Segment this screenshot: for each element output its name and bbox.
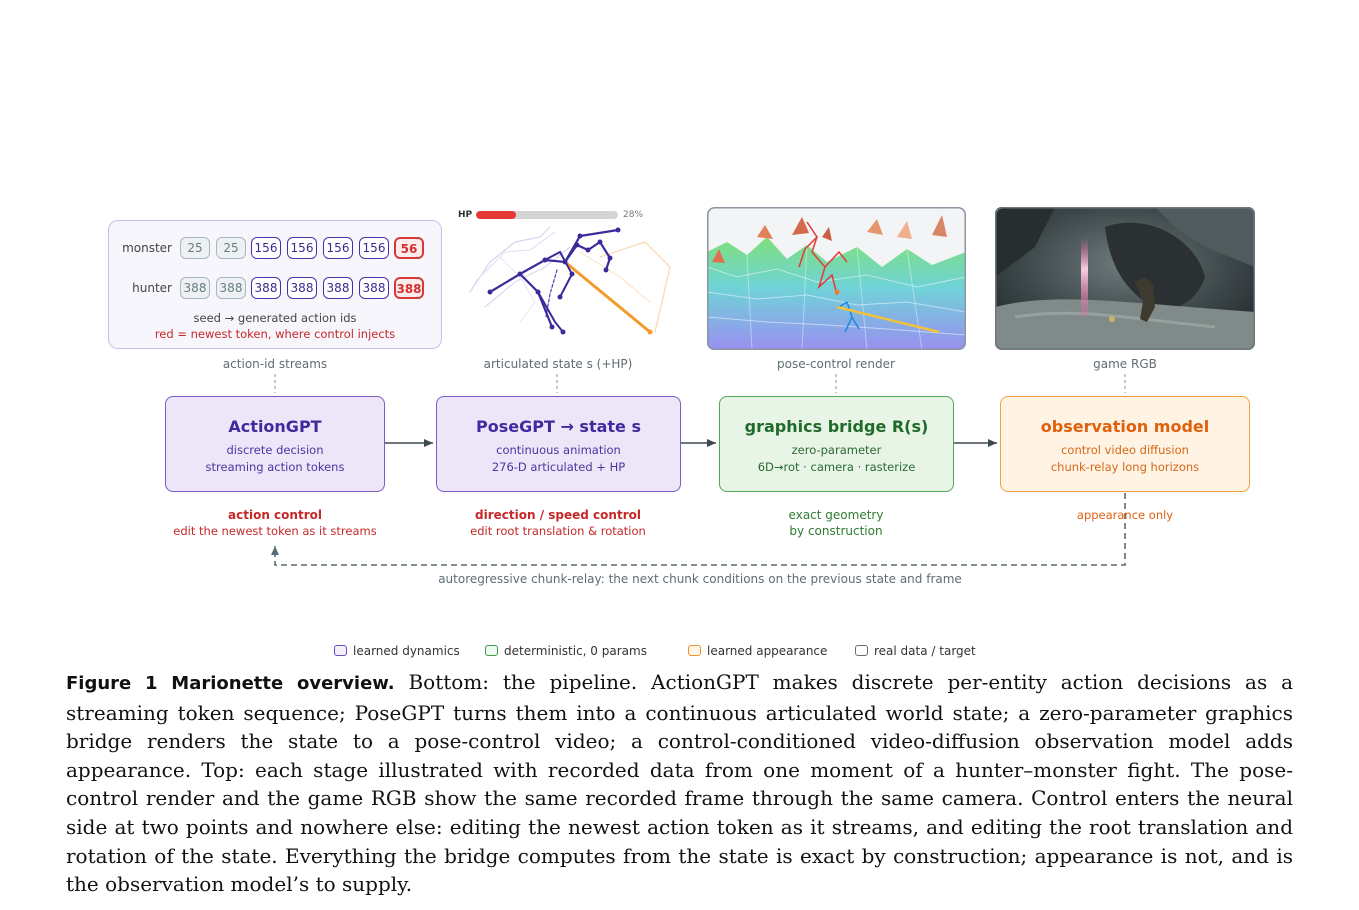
legend-swatch-real [855, 645, 868, 656]
monster-token: 156 [359, 237, 389, 259]
legend-real-data-label: real data / target [874, 644, 976, 658]
legend-learned-dynamics [334, 644, 460, 658]
bridge-note-line1: exact geometry [788, 508, 884, 522]
figure-caption-lead: Figure 1 Marionette overview. [66, 673, 395, 694]
legend-swatch-learned [334, 645, 347, 656]
figure-caption [66, 668, 1293, 899]
token-note-seed: seed → generated action ids [193, 311, 357, 325]
panel-caption-rgb: game RGB [1093, 357, 1157, 371]
stage-observation-model [1000, 396, 1250, 492]
legend-real-data [855, 644, 976, 658]
legend-learned-appearance [688, 644, 827, 658]
hunter-token: 388 [323, 277, 353, 299]
bridge-note-line2: by construction [789, 524, 883, 538]
panel-caption-state: articulated state s (+HP) [483, 357, 633, 371]
bridge-note [706, 507, 966, 539]
action-control-title: action control [228, 508, 322, 522]
legend-learned-dynamics-label: learned dynamics [353, 644, 460, 658]
action-control-note [145, 507, 405, 539]
monster-newest-token: 56 [394, 237, 424, 259]
pose-control-note [428, 507, 688, 539]
legend-learned-appearance-label: learned appearance [707, 644, 828, 658]
stage-obs-line2: chunk-relay long horizons [1050, 460, 1200, 474]
stage-bridge-line2: 6D→rot · camera · rasterize [757, 460, 916, 474]
action-control-sub: edit the newest token as it streams [173, 524, 377, 538]
obs-note-line1: appearance only [1076, 508, 1174, 522]
hunter-token: 388 [180, 277, 210, 299]
figure-caption-body: Bottom: the pipeline. ActionGPT makes discrete per-entity action decisions as a streaming token sequence; PoseGPT turns them into a continuous articulated world state; a zero-parameter graphics bridge renders the state to a pose-control video; a control-conditioned video-diffusion observation model adds appearance. Top: each stage illustrated with recorded data from one moment of a hunter–monster fight. The pose-control render and the game RGB show the same recorded frame through the same camera. Control enters the neural side at two points and nowhere else: editing the newest action token as it streams, and editing the root translation and rotation of the state. Everything the bridge computes from the state is exact by construction; appearance is not, and is the observation model’s to supply. [66, 670, 1293, 897]
pose-control-title: direction / speed control [475, 508, 641, 522]
monster-token: 156 [287, 237, 317, 259]
legend-swatch-deterministic [485, 645, 498, 656]
hp-percent: 28% [623, 210, 644, 220]
legend-deterministic-label: deterministic, 0 params [504, 644, 647, 658]
panel-caption-render: pose-control render [777, 357, 895, 371]
monster-token: 156 [251, 237, 281, 259]
stage-actiongpt-title: ActionGPT [228, 417, 322, 436]
obs-note [995, 507, 1255, 523]
hunter-row-label: hunter [132, 281, 172, 295]
hunter-token: 388 [216, 277, 246, 299]
stage-actiongpt [165, 396, 385, 492]
hunter-newest-token: 388 [394, 277, 424, 299]
stage-actiongpt-line2: streaming action tokens [205, 460, 345, 474]
monster-token: 25 [216, 237, 246, 259]
legend-swatch-appearance [688, 645, 701, 656]
hunter-token: 388 [251, 277, 281, 299]
hunter-token: 388 [287, 277, 317, 299]
stage-obs-line1: control video diffusion [1061, 443, 1189, 457]
hunter-token: 388 [359, 277, 389, 299]
legend-deterministic [485, 644, 647, 658]
stage-posegpt-line2: 276-D articulated + HP [491, 460, 626, 474]
chunk-relay-label: autoregressive chunk-relay: the next chunk conditions on the previous state and frame [438, 572, 962, 586]
stage-graphics-bridge [719, 396, 954, 492]
stage-actiongpt-line1: discrete decision [226, 443, 324, 457]
stage-posegpt-title: PoseGPT → state s [476, 417, 641, 436]
stage-bridge-line1: zero-parameter [791, 443, 882, 457]
panel-caption-action-ids: action-id streams [222, 357, 328, 371]
hp-label: HP [458, 210, 473, 220]
stage-obs-title: observation model [1040, 417, 1210, 436]
pose-control-sub: edit root translation & rotation [470, 524, 646, 538]
token-note-red: red = newest token, where control injects [154, 327, 396, 341]
monster-row-label: monster [122, 241, 172, 255]
stage-bridge-title: graphics bridge R(s) [744, 417, 929, 436]
stage-posegpt-line1: continuous animation [496, 443, 621, 457]
stage-posegpt [436, 396, 681, 492]
monster-token: 156 [323, 237, 353, 259]
monster-token: 25 [180, 237, 210, 259]
